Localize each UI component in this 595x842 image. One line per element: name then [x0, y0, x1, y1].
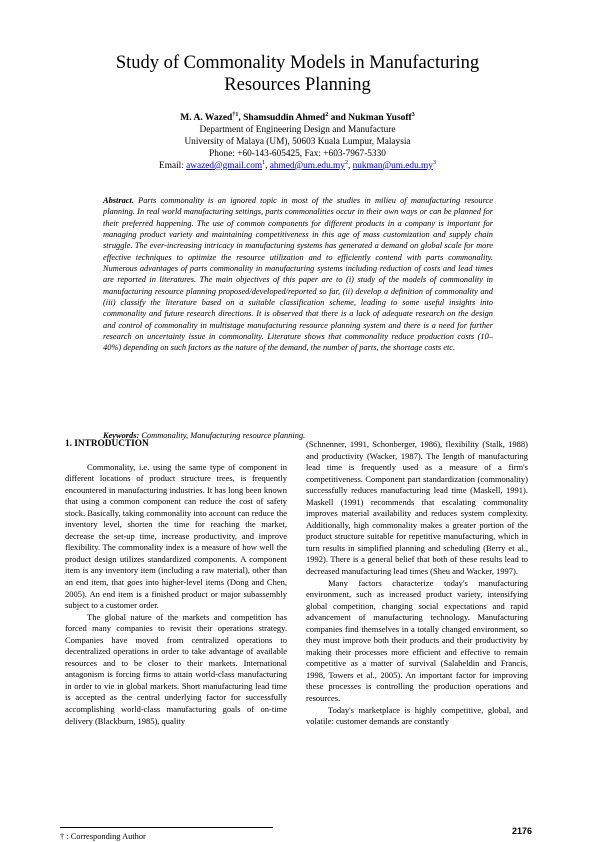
- footnote: † : Corresponding Author: [60, 832, 146, 841]
- email-1-marker: 1: [262, 159, 266, 166]
- paragraph: Many factors characterize today's manufacturing environment, such as increased product variety, intensifying global competition, changing social expectations and rapid advancement of manufacturing technology. Manufacturing companies find themselves in a totally changed environment, so they must improve both their products and their productivity by making their processes more efficient and effective to remain competitive as a matter of survival (Salaheldin and Francis, 1998, Towers et al., 2005). An important factor for improving these processes is controlling the production operations and resources.: [306, 577, 528, 704]
- paragraph: (Schnenner, 1991, Schonberger, 1986), flexibility (Stalk, 1988) and productivity (Wacker, 1987). The length of manufacturing lead time is frequently used as a measure of a firm's competitiveness. Component part standardization (commonality) successfully reduces manufacturing lead time (Maskell, 1991). Maskell (1991) recommends that escalating commonality improves material availability and reduces system complexity. Additionally, high commonality makes a greater portion of the product structure suitable for repetitive manufacturing, which in turn results in simplified planning and scheduling (Berry et al., 1992). There is a general belief that both of these results lead to decreased manufacturing lead times (Sheu and Wacker, 1997).: [306, 439, 528, 577]
- email-3-marker: 3: [432, 159, 436, 166]
- author-1-marker: †1: [232, 111, 239, 118]
- author-separator: and: [328, 113, 349, 123]
- email-line: [60, 161, 535, 173]
- author-2: Shamsuddin Ahmed: [243, 113, 326, 123]
- title-line-1: Study of Commonality Models in Manufacturing: [115, 53, 480, 73]
- email-2-marker: 2: [344, 159, 348, 166]
- keywords-text: Commonality, Manufacturing resource planning.: [139, 431, 306, 440]
- author-2-marker: 2: [325, 111, 329, 118]
- paragraph: The global nature of the markets and competition has forced many companies to revisit their operations strategy. Companies have moved from centralized operations to decentralized operations in order to take advantage of available resources and to be closer to their markets. International antagonism is forcing firms to attain world-class manufacturing in order to vie in global markets. Short manufacturing lead time is accepted as the central underlying factor for successfully accomplishing world-class manufacturing goals of on-time delivery (Blackburn, 1985), quality: [65, 611, 287, 726]
- email-link-3[interactable]: nukman@um.edu.my: [352, 160, 433, 171]
- department: Department of Engineering Design and Manufacture: [199, 125, 396, 135]
- author-3: Nukman Yusoff: [348, 113, 412, 123]
- abstract-text: Parts commonality is an ignored topic in most of the studies in milieu of manufacturing resource planning. In real world manufacturing settings, parts commonalities occur in their own ways or can be planned for their preferred happening. The use of common components for different products in a company is important for managing product variety and maintaining competitiveness in this age of mass customization and supply chain struggle. The ever-increasing intricacy in manufacturing systems has generated a demand on global scale for more effective techniques to optimize the resource utilization and to efficiently contend with parts commonality. Numerous advantages of parts commonality in manufacturing systems including reduction of costs and lead times are reported in literatures. The main objectives of this paper are to (i) study of the models of commonality in manufacturing resource planning proposed/developed/reported so far, (ii) develop a definition of commonality and (iii) classify the literature based on a suitable classification scheme, leading to some useful insights into commonality and future research directions. It is observed that there is a lack of adequate research on the design and control of commonality in multistage manufacturing resource planning system and there is a need for further research on uncertainty issue in commonality. Literature shows that commonality reduce production costs (10–40%) depending on such factors as the nature of the demand, the number of parts, the shortage costs etc.: [103, 196, 493, 353]
- section-heading: 1. INTRODUCTION: [65, 439, 149, 449]
- left-column: [65, 439, 287, 727]
- page-number: 2176: [512, 826, 533, 836]
- author-3-marker: 3: [411, 111, 415, 118]
- phone-fax: Phone: +60-143-605425, Fax: +603-7967-5330: [209, 148, 386, 159]
- university: University of Malaya (UM), 50603 Kuala Lumpur, Malaysia: [184, 136, 411, 147]
- abstract-label: Abstract.: [103, 196, 134, 205]
- author-separator: ,: [238, 113, 244, 123]
- abstract: [103, 195, 493, 354]
- author-1: M. A. Wazed: [180, 113, 233, 123]
- paragraph: Today's marketplace is highly competitive, global, and volatile: customer demands are constantly: [306, 704, 528, 727]
- paragraph: Commonality, i.e. using the same type of component in different locations of product structure trees, is frequently encountered in manufacturing industries. It has long been known that using a common component can reduce the cost of safety stock. Basically, taking commonality into account can reduce the inventory level, shorten the time for reaching the market, decrease the set-up time, increase productivity, and improve flexibility. The commonality index is a measure of how well the product design utilizes standardized components. A component item is any inventory item (including a raw material), other than an end item, that goes into higher-level items (Dong and Chen, 2005). An end item is a finished product or major subassembly subject to a customer order.: [65, 461, 287, 611]
- keywords-label: Keywords:: [103, 431, 140, 440]
- email-link-1[interactable]: awazed@gmail.com: [186, 160, 263, 171]
- email-separator: ,: [347, 160, 353, 171]
- email-label: Email:: [159, 160, 187, 171]
- footnote-rule: [60, 827, 273, 828]
- paper-title: [60, 52, 535, 96]
- title-line-2: Resources Planning: [224, 75, 371, 95]
- email-link-2[interactable]: ahmed@um.edu.my: [269, 160, 345, 171]
- author-list: [60, 112, 535, 124]
- affiliation-block: [60, 125, 535, 173]
- email-separator: ,: [265, 160, 270, 171]
- right-column: [306, 439, 528, 728]
